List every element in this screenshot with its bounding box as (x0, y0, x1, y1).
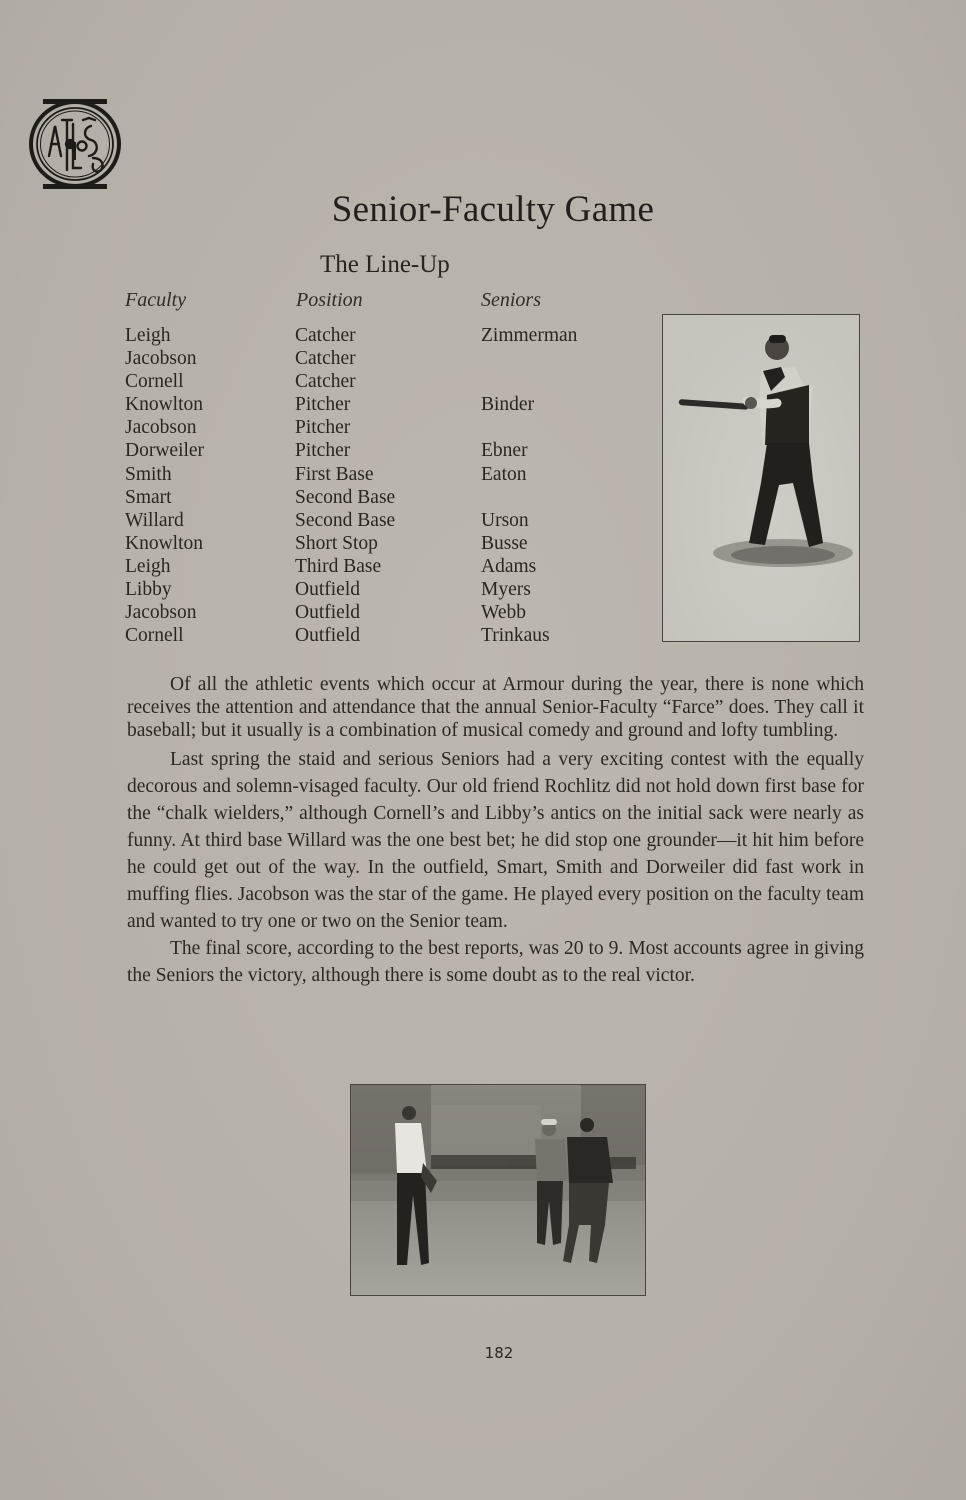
senior-name: Ebner (481, 440, 528, 462)
position-name: Pitcher (295, 394, 351, 416)
senior-name (481, 370, 577, 393)
position-column (295, 324, 395, 647)
faculty-name: Knowlton (125, 532, 203, 554)
players-scene-icon (351, 1085, 645, 1295)
page-title: Senior-Faculty Game (331, 189, 655, 230)
position-name: Second Base (295, 509, 396, 531)
atlas-logo (27, 98, 123, 190)
faculty-name: Dorweiler (125, 440, 205, 462)
column-header-faculty: Faculty (125, 289, 187, 311)
faculty-name: Jacobson (125, 417, 197, 439)
column-header-seniors: Seniors (481, 289, 541, 311)
senior-name: Webb (481, 602, 526, 624)
position-name: Second Base (295, 486, 396, 508)
page-number: 182 (484, 1344, 514, 1362)
faculty-name: Leigh (125, 555, 171, 577)
senior-name: Busse (481, 532, 528, 554)
article-paragraph: Last spring the staid and serious Seniors had a very exciting contest with the equally decorous and solemn-visaged faculty. Our old friend Rochlitz did not hold down first base for the “chalk wielders,” although Cornell’s and Libby’s antics on the initial sack were nearly as funny. At third base Willard was the one best bet; he did stop one grounder—it hit him before he could get out of the way. In the outfield, Smart, Smith and Dorweiler did fast work in muffing flies. Jacobson was the star of the game. He played every position on the faculty team and wanted to try one or two on the Senior team. (127, 748, 864, 933)
senior-name: Eaton (481, 463, 527, 485)
senior-name (481, 347, 577, 370)
column-header-position: Position (296, 289, 363, 311)
atlas-monogram-icon (27, 98, 123, 190)
faculty-name: Libby (125, 579, 172, 601)
batter-figure-icon (663, 315, 859, 641)
position-name: Third Base (295, 555, 382, 577)
faculty-name: Smart (125, 486, 172, 508)
position-name: Pitcher (295, 440, 351, 462)
article-paragraph: Of all the athletic events which occur at Armour during the year, there is none which receives the attention and attendance that the annual Senior-Faculty “Farce” does. They call it baseball; but it usually is a combination of musical comedy and ground and lofty tumbling. (127, 674, 864, 742)
position-name: First Base (295, 463, 374, 485)
faculty-column (125, 324, 204, 647)
photo-batter (662, 314, 860, 642)
senior-name: Adams (481, 555, 537, 577)
position-name: Catcher (295, 371, 356, 393)
article-paragraph: The final score, according to the best reports, was 20 to 9. Most accounts agree in giving the Seniors the victory, although there is some doubt as to the real victor. (127, 938, 864, 987)
senior-name: Myers (481, 579, 531, 601)
senior-name: Urson (481, 509, 529, 531)
faculty-name: Cornell (125, 371, 184, 393)
faculty-name: Smith (125, 463, 172, 485)
seniors-column (481, 324, 577, 647)
faculty-name: Jacobson (125, 348, 197, 370)
position-name: Pitcher (295, 417, 351, 439)
photo-players-on-field (350, 1084, 646, 1296)
faculty-name: Jacobson (125, 602, 197, 624)
position-name: Catcher (295, 325, 356, 346)
position-name: Outfield (295, 625, 360, 647)
senior-name (481, 486, 577, 509)
position-name: Catcher (295, 348, 356, 370)
faculty-name: Cornell (125, 625, 184, 647)
position-name: Outfield (295, 579, 360, 601)
senior-name: Zimmerman (481, 325, 578, 346)
faculty-name: Willard (125, 509, 184, 531)
position-name: Short Stop (295, 532, 378, 554)
senior-name: Trinkaus (481, 625, 550, 647)
senior-name (481, 416, 577, 439)
senior-name: Binder (481, 394, 535, 416)
faculty-name: Knowlton (125, 394, 203, 416)
faculty-name: Leigh (125, 325, 171, 346)
article-body (127, 673, 864, 989)
position-name: Outfield (295, 602, 360, 624)
lineup-heading: The Line-Up (320, 251, 450, 278)
